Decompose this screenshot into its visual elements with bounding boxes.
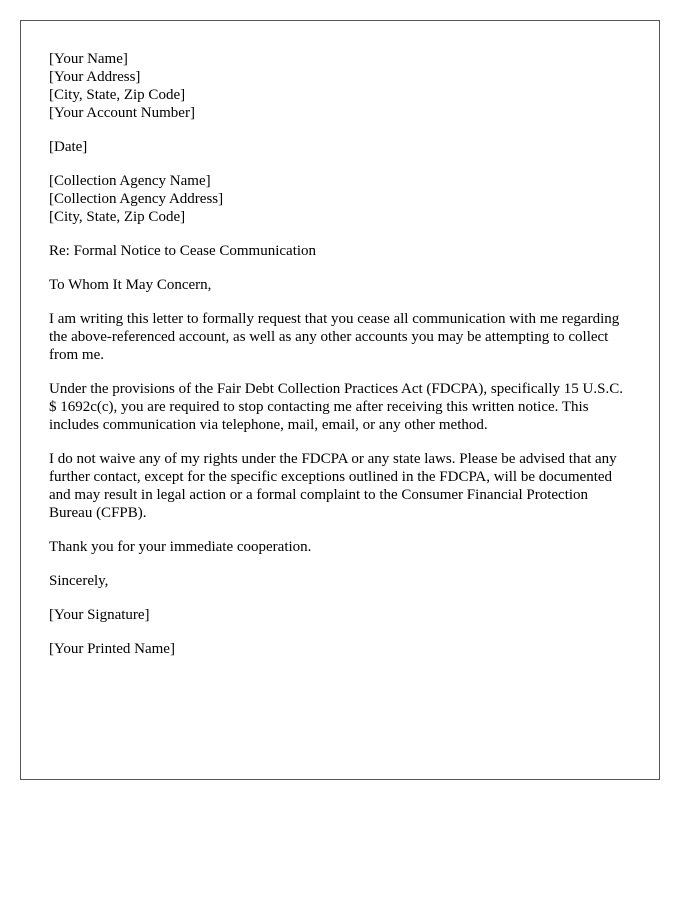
recipient-name: [Collection Agency Name] bbox=[49, 173, 211, 189]
sender-address: [Your Address] bbox=[49, 69, 141, 85]
sender-account-number: [Your Account Number] bbox=[49, 105, 195, 121]
salutation: To Whom It May Concern, bbox=[49, 277, 212, 293]
subject-line: Re: Formal Notice to Cease Communication bbox=[49, 243, 317, 259]
sender-city-state-zip: [City, State, Zip Code] bbox=[49, 87, 186, 103]
printed-name: [Your Printed Name] bbox=[49, 641, 175, 657]
body-paragraph-rights: I do not waive any of my rights under the FDCPA or any state laws. Please be advised that any further contact, except for the specific exceptions outlined in the FDCPA, will be documented and may result in legal action or a formal complaint to the Consumer Financial Protection Bureau (CFPB). bbox=[49, 451, 617, 521]
closing: Sincerely, bbox=[49, 573, 109, 589]
sender-name: [Your Name] bbox=[49, 51, 128, 67]
recipient-address: [Collection Agency Address] bbox=[49, 191, 224, 207]
recipient-block bbox=[49, 172, 631, 226]
date-block bbox=[49, 138, 631, 156]
body-paragraph-thanks: Thank you for your immediate cooperation. bbox=[49, 539, 312, 555]
signature: [Your Signature] bbox=[49, 607, 150, 623]
body-paragraph-request: I am writing this letter to formally request that you cease all communication with me regarding the above-referenced account, as well as any other accounts you may be attempting to collect from me. bbox=[49, 311, 620, 363]
letter-page bbox=[20, 20, 660, 780]
sender-block bbox=[49, 50, 631, 122]
letter-date: [Date] bbox=[49, 139, 88, 155]
body-paragraph-fdcpa: Under the provisions of the Fair Debt Collection Practices Act (FDCPA), specifically 15 U.S.C. $ 1692c(c), you are required to stop contacting me after receiving this written notice. This includes communication via telephone, mail, email, or any other method. bbox=[49, 381, 623, 433]
recipient-city-state-zip: [City, State, Zip Code] bbox=[49, 209, 186, 225]
